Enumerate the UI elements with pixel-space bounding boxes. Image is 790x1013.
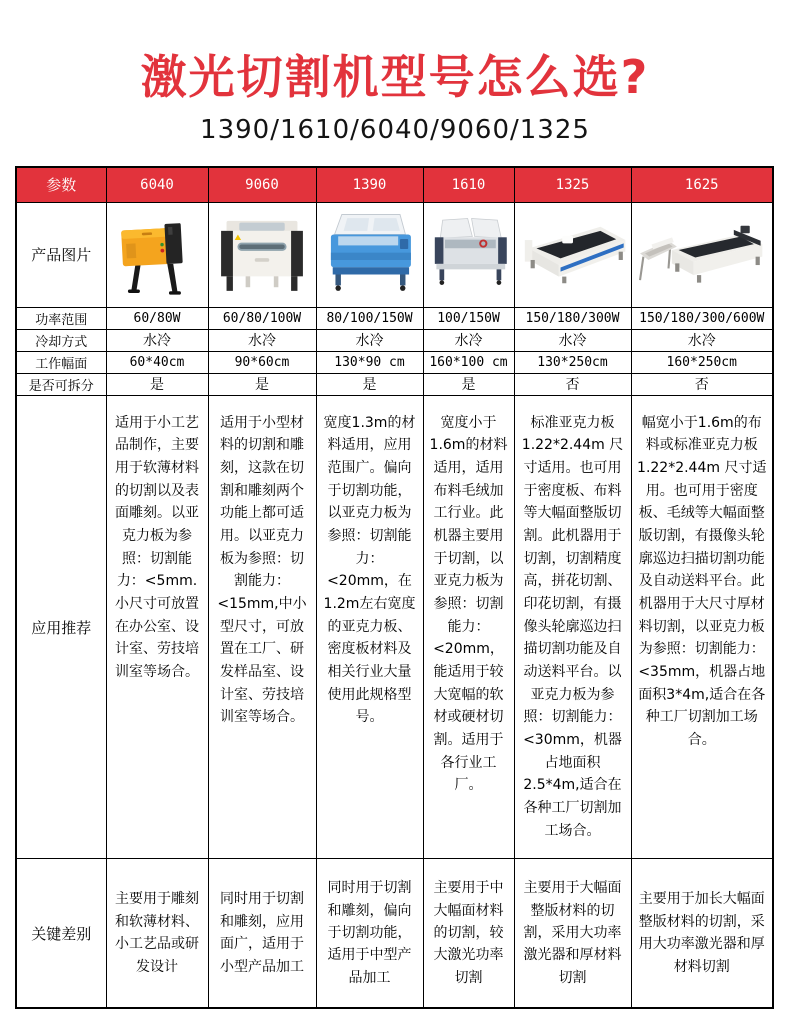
power-range-row — [16, 307, 773, 329]
cooling-row — [16, 329, 773, 351]
power-1610: 100/150W — [423, 307, 514, 329]
power-9060: 60/80/100W — [208, 307, 316, 329]
split-1325: 否 — [514, 373, 631, 395]
cooling-1610: 水冷 — [423, 329, 514, 351]
area-6040: 60*40cm — [106, 351, 208, 373]
machine-photo-9060 — [212, 207, 312, 302]
power-6040: 60/80W — [106, 307, 208, 329]
application-1625: 幅宽小于1.6m的布料或标准亚克力板1.22*2.44m 尺寸适用。也可用于密度板、毛绒等大幅面整版切割，有摄像头轮廓巡边扫描切割功能及自动送料平台。此机器用于大尺寸厚材料切割，以亚克力板为参照：切割能力：<35mm，机器占地面积3*4m,适合在各种工厂切割加工场合。 — [631, 395, 773, 859]
product-image-row — [16, 202, 773, 307]
row-label-product-image: 产品图片 — [16, 202, 106, 307]
machine-photo-6040 — [110, 207, 204, 302]
difference-9060: 同时用于切割和雕刻，应用面广，适用于小型产品加工 — [208, 859, 316, 1008]
split-1390: 是 — [316, 373, 423, 395]
page-title: 激光切割机型号怎么选? — [140, 50, 650, 104]
product-photo-cell — [631, 202, 773, 307]
area-1610: 160*100 cm — [423, 351, 514, 373]
header-model-1325: 1325 — [514, 167, 631, 202]
row-label-difference: 关键差别 — [16, 859, 106, 1008]
product-photo-cell — [208, 202, 316, 307]
header-params: 参数 — [16, 167, 106, 202]
product-photo-cell — [316, 202, 423, 307]
key-difference-row — [16, 859, 773, 1008]
difference-6040: 主要用于雕刻和软薄材料、小工艺品或研发设计 — [106, 859, 208, 1008]
header-model-9060: 9060 — [208, 167, 316, 202]
splittable-row — [16, 373, 773, 395]
page-subtitle: 1390/1610/6040/9060/1325 — [200, 115, 590, 146]
cooling-1325: 水冷 — [514, 329, 631, 351]
machine-photo-1610 — [427, 207, 513, 302]
area-1390: 130*90 cm — [316, 351, 423, 373]
header-model-1390: 1390 — [316, 167, 423, 202]
power-1625: 150/180/300/600W — [631, 307, 773, 329]
split-1625: 否 — [631, 373, 773, 395]
cooling-6040: 水冷 — [106, 329, 208, 351]
machine-photo-1325 — [519, 209, 627, 301]
cooling-1390: 水冷 — [316, 329, 423, 351]
area-9060: 90*60cm — [208, 351, 316, 373]
area-1625: 160*250cm — [631, 351, 773, 373]
row-label-area: 工作幅面 — [16, 351, 106, 373]
application-6040: 适用于小工艺品制作，主要用于软薄材料的切割以及表面雕刻。以亚克力板为参照：切割能力：<5mm.小尺寸可放置在办公室、设计室、劳技培训室等场合。 — [106, 395, 208, 859]
row-label-power: 功率范围 — [16, 307, 106, 329]
application-1325: 标准亚克力板1.22*2.44m 尺寸适用。也可用于密度板、布料等大幅面整版切割。此机器用于切割，切割精度高，拼花切割、印花切割，有摄像头轮廓巡边扫描切割功能及自动送料平台。以亚克力板为参照：切割能力：<30mm，机器占地面积 2.5*4m,适合在各种工厂切割加工场合。 — [514, 395, 631, 859]
difference-1390: 同时用于切割和雕刻，偏向于切割功能，适用于中型产品加工 — [316, 859, 423, 1008]
product-photo-cell — [106, 202, 208, 307]
machine-photo-1390 — [320, 207, 420, 302]
work-area-row — [16, 351, 773, 373]
difference-1325: 主要用于大幅面整版材料的切割，采用大功率激光器和厚材料切割 — [514, 859, 631, 1008]
area-1325: 130*250cm — [514, 351, 631, 373]
application-9060: 适用于小型材料的切割和雕刻，这款在切割和雕刻两个功能上都可适用。以亚克力板为参照：切割能力：<15mm,中小型尺寸，可放置在工厂、研发样品室、设计室、劳技培训室等场合。 — [208, 395, 316, 859]
difference-1625: 主要用于加长大幅面整版材料的切割，采用大功率激光器和厚材料切割 — [631, 859, 773, 1008]
table-header-row — [16, 167, 773, 202]
cooling-1625: 水冷 — [631, 329, 773, 351]
split-6040: 是 — [106, 373, 208, 395]
comparison-table — [15, 166, 774, 1009]
header-model-1625: 1625 — [631, 167, 773, 202]
application-1390: 宽度1.3m的材料适用，应用范围广。偏向于切割功能，以亚克力板为参照：切割能力：<20mm，在1.2m左右宽度的亚克力板、密度板材料及相关行业大量使用此规格型号。 — [316, 395, 423, 859]
product-photo-cell — [423, 202, 514, 307]
power-1325: 150/180/300W — [514, 307, 631, 329]
header-model-1610: 1610 — [423, 167, 514, 202]
difference-1610: 主要用于中大幅面材料的切割，较大激光功率切割 — [423, 859, 514, 1008]
row-label-split: 是否可拆分 — [16, 373, 106, 395]
cooling-9060: 水冷 — [208, 329, 316, 351]
header-model-6040: 6040 — [106, 167, 208, 202]
row-label-application: 应用推荐 — [16, 395, 106, 859]
split-1610: 是 — [423, 373, 514, 395]
power-1390: 80/100/150W — [316, 307, 423, 329]
split-9060: 是 — [208, 373, 316, 395]
machine-photo-1625 — [635, 210, 769, 300]
application-1610: 宽度小于1.6m的材料适用，适用布料毛绒加工行业。此机器主要用于切割，以亚克力板为参照：切割能力：<20mm，能适用于较大宽幅的软材或硬材切割。适用于各行业工厂。 — [423, 395, 514, 859]
page-header — [0, 0, 790, 145]
row-label-cooling: 冷却方式 — [16, 329, 106, 351]
product-photo-cell — [514, 202, 631, 307]
application-row — [16, 395, 773, 859]
